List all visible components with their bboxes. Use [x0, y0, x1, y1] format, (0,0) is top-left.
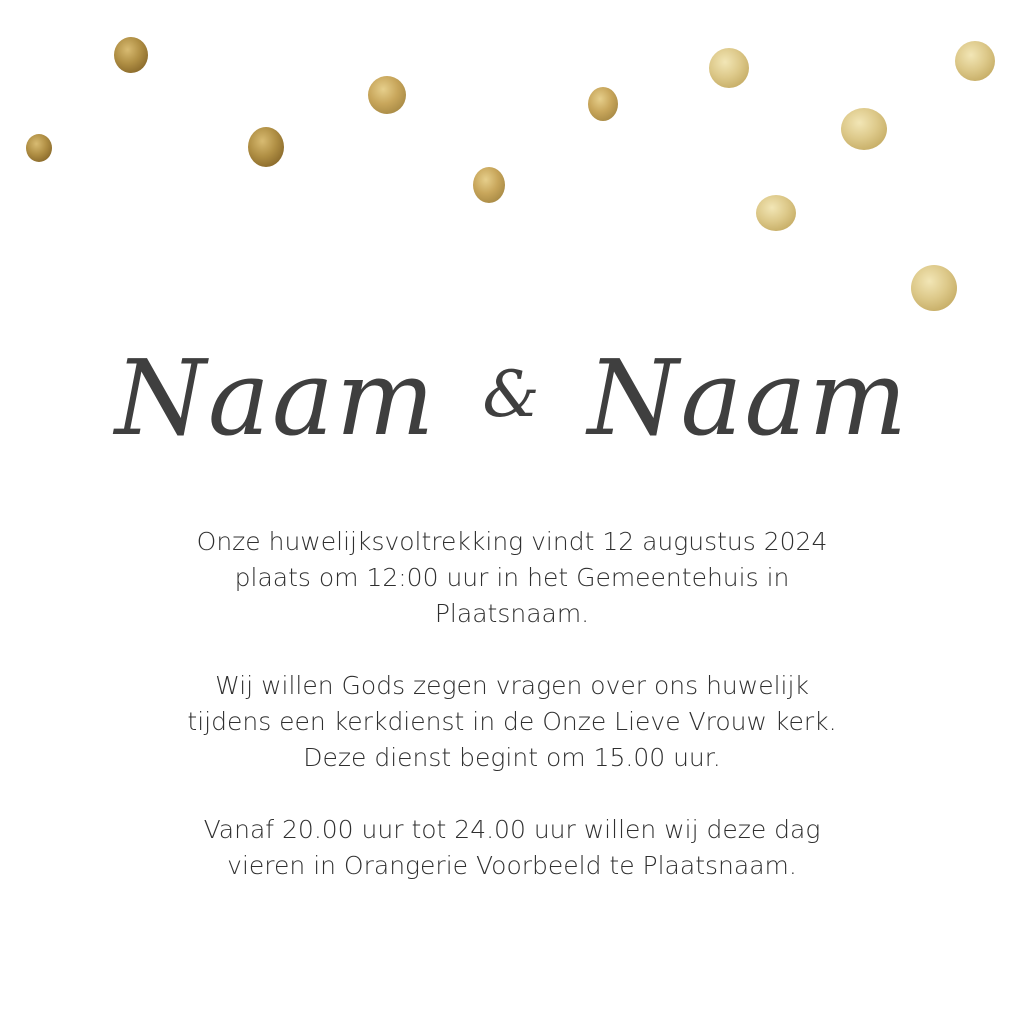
gold-dot	[248, 127, 284, 167]
text-line: Plaatsnaam.	[434, 599, 590, 628]
gold-dot	[114, 37, 148, 73]
gold-dot	[756, 195, 796, 231]
ampersand: &	[482, 358, 542, 432]
second-name: Naam	[587, 337, 910, 459]
gold-dot	[955, 41, 995, 81]
text-line: plaats om 12:00 uur in het Gemeentehuis in	[234, 563, 790, 592]
gold-confetti-decoration	[0, 0, 1024, 340]
gold-dot	[841, 108, 887, 150]
couple-names	[0, 320, 1024, 470]
text-line: Onze huwelijksvoltrekking vindt 12 augustus 2024	[196, 527, 828, 556]
text-line: Vanaf 20.00 uur tot 24.00 uur willen wij deze dag	[203, 815, 821, 844]
text-line: vieren in Orangerie Voorbeeld te Plaatsnaam.	[227, 851, 797, 880]
party-paragraph	[112, 812, 912, 884]
gold-dot	[588, 87, 618, 121]
invitation-text	[112, 524, 912, 920]
text-line: Deze dienst begint om 15.00 uur.	[303, 743, 721, 772]
first-name: Naam	[114, 337, 437, 459]
gold-dot	[368, 76, 406, 114]
gold-dot	[473, 167, 505, 203]
gold-dot	[911, 265, 957, 311]
text-line: Wij willen Gods zegen vragen over ons huwelijk	[215, 671, 809, 700]
gold-dot	[709, 48, 749, 88]
gold-dot	[26, 134, 52, 162]
text-line: tijdens een kerkdienst in de Onze Lieve Vrouw kerk.	[187, 707, 837, 736]
church-paragraph	[112, 668, 912, 776]
ceremony-paragraph	[112, 524, 912, 632]
